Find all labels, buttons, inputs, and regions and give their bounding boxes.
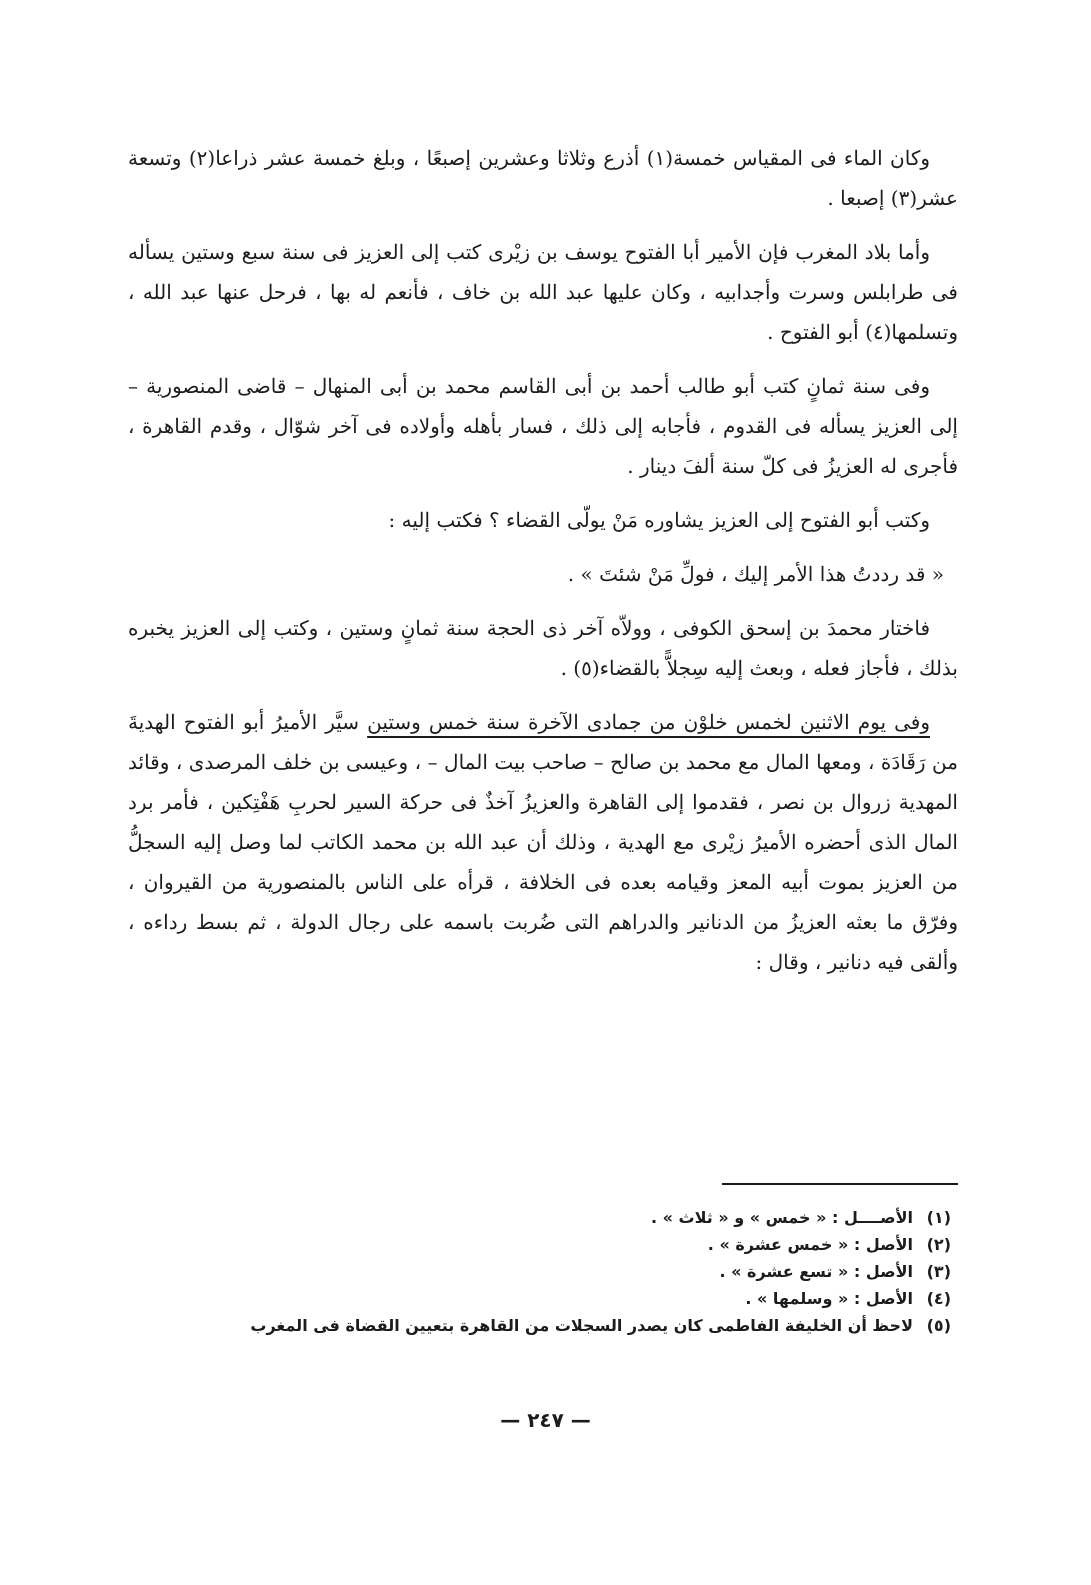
main-text — [128, 138, 958, 996]
paragraph-gift — [128, 702, 958, 982]
paragraph-nile-measure: وكان الماء فى المقياس خمسة(١) أذرع وثلاثا وعشرين إصبعًا ، وبلغ خمسة عشر ذراعا(٢) وتسعة عشر(٣) إصبعا . — [128, 146, 958, 210]
footnote-item — [131, 1204, 951, 1231]
footnote-number: (٣) — [926, 1262, 951, 1281]
footnote-divider — [722, 1183, 958, 1185]
footnote-text: الأصــــل : « خمس » و « ثلاث » . — [650, 1208, 913, 1227]
paragraph-appointment: فاختار محمدَ بن إسحق الكوفى ، وولاّه آخر ذى الحجة سنة ثمانٍ وستين ، وكتب إلى العزيز يخبره بذلك ، فأجاز فعله ، وبعث إليه سِجلاًّ بالقضاء(٥) . — [128, 616, 958, 680]
paragraph-gift-rest: سيَّر الأميرُ أبو الفتوح الهديةَ من رَقَادَة ، ومعها المال مع محمد بن صالح – صاحب بيت المال – ، وعيسى بن خلف المرصدى ، وقائد المهدية زروال بن نصر ، فقدموا إلى القاهرة والعزيزُ آخذٌ فى حركة السير لحربِ هَفْتِكين ، فأمر برد المال الذى أحضره الأميرُ زيْرى مع الهدية ، وذلك أن عبد الله بن محمد الكاتب لما وصل إليه السجلُّ من العزيز بموت أبيه المعز وقيامه بعده فى الخلافة ، قرأه على الناس بالمنصورية من القيروان ، وفرّق ما بعثه العزيزُ من الدنانير والدراهم التى ضُربت باسمه على رجال الدولة ، ثم بسط رداءه ، وألقى فيه دنانير ، وقال : — [128, 710, 958, 974]
footnote-item — [131, 1258, 951, 1285]
footnote-number: (٢) — [926, 1235, 951, 1254]
footnote-number: (٥) — [926, 1316, 951, 1335]
paragraph-quote: « قد رددتُ هذا الأمر إليك ، فولِّ مَنْ شئتَ » . — [567, 562, 944, 586]
paragraph-consultation: وكتب أبو الفتوح إلى العزيز يشاوره مَنْ يولّى القضاء ؟ فكتب إليه : — [388, 508, 930, 532]
footnote-text: الأصل : « خمس عشرة » . — [707, 1235, 913, 1254]
footnotes — [131, 1204, 951, 1339]
footnote-number: (٤) — [926, 1289, 951, 1308]
paragraph-maghreb: وأما بلاد المغرب فإن الأمير أبا الفتوح يوسف بن زيْرى كتب إلى العزيز فى سنة سبع وستين يسأله فى طرابلس وسرت وأجدابيه ، وكان عليها عبد الله بن خاف ، فأنعم له بها ، فرحل عنها عبد الله ، وتسلمها(٤) أبو الفتوح . — [128, 240, 958, 344]
footnote-item — [131, 1231, 951, 1258]
footnote-item — [131, 1285, 951, 1312]
paragraph-judge-request: وفى سنة ثمانٍ كتب أبو طالب أحمد بن أبى القاسم محمد بن أبى المنهال – قاضى المنصورية – إلى العزيز يسأله فى القدوم ، فأجابه إلى ذلك ، فسار بأهله وأولاده فى آخر شوّال ، وقدم القاهرة ، فأجرى له العزيزُ فى كلّ سنة ألفَ دينار . — [128, 374, 958, 478]
underlined-phrase: وفى يوم الاثنين لخمس خلوْن من جمادى الآخرة سنة خمس وستين — [367, 710, 930, 734]
footnote-text: الأصل : « وسلمها » . — [745, 1289, 913, 1308]
footnote-text: لاحظ أن الخليفة الفاطمى كان يصدر السجلات من القاهرة بتعيين القضاة فى المغرب — [250, 1316, 913, 1335]
footnote-item — [131, 1312, 951, 1339]
footnote-number: (١) — [926, 1208, 951, 1227]
footnote-text: الأصل : « تسع عشرة » . — [719, 1262, 913, 1281]
page-number: — ٢٤٧ — — [500, 1408, 591, 1432]
